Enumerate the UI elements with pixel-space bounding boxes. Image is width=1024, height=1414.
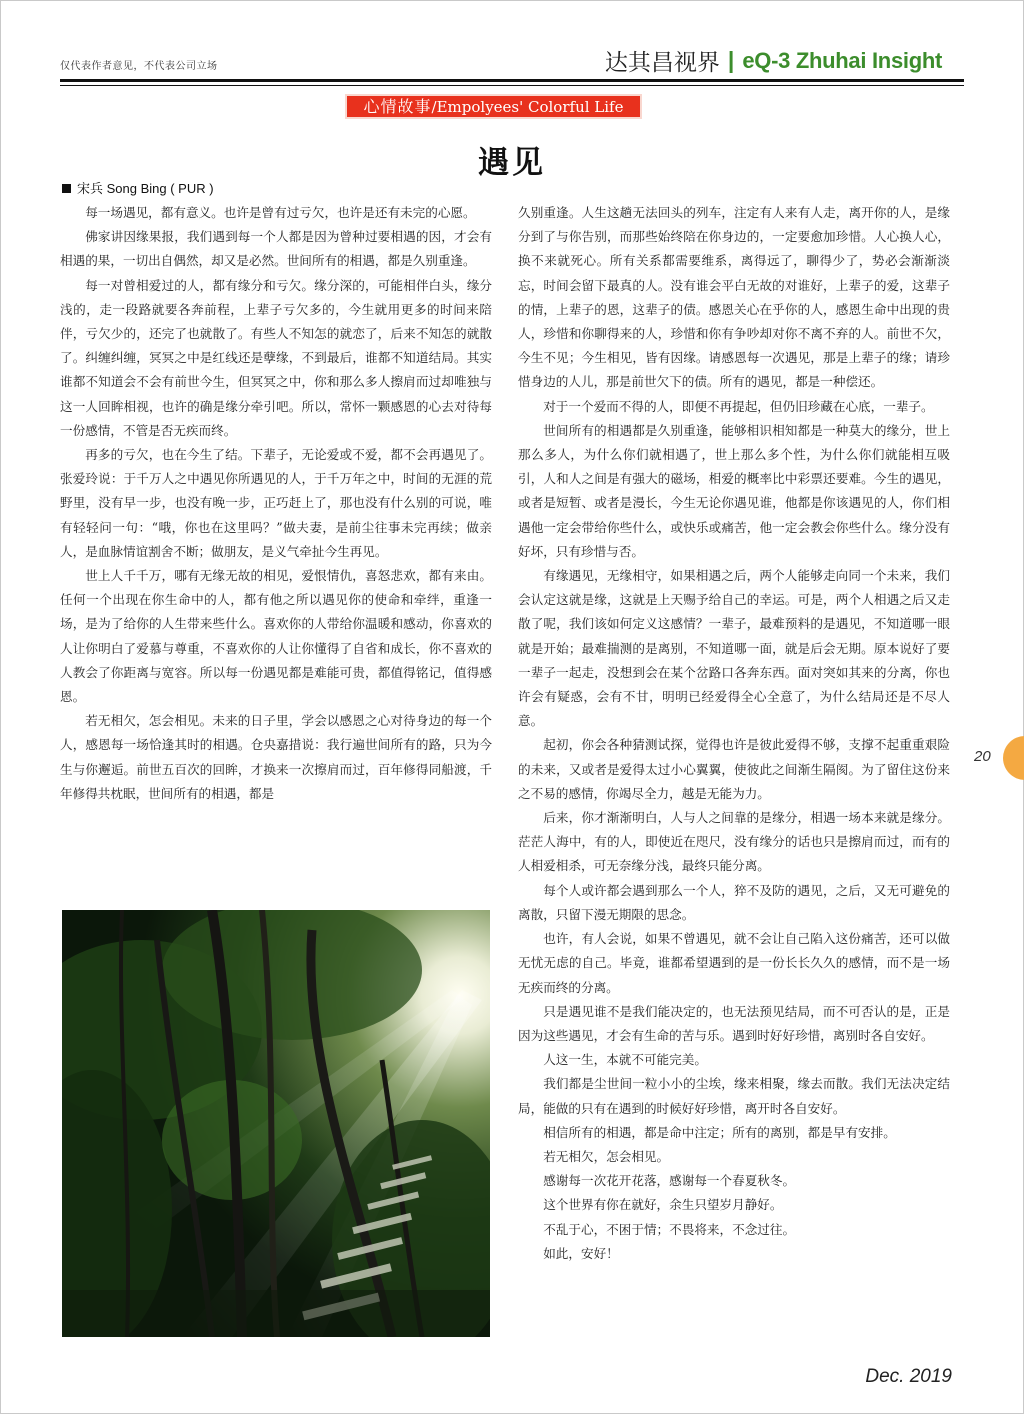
paragraph: 人这一生，本就不可能完美。 xyxy=(543,1052,707,1068)
article-column-right xyxy=(518,201,950,1266)
paragraph: 世上人千千万，哪有无缘无故的相见，爱恨情仇，喜怒悲欢，都有来由。任何一个出现在你生命中的人，都有他之所以遇见你的使命和牵绊，重逢一场，是为了给你的人生带来些什么。喜欢你的人带给你温暖和感动，你喜欢的人让你明白了爱慕与尊重，不喜欢你的人让你懂得了自省和成长，你不喜欢的人教会了你距离与宽容。所以每一份遇见都是难能可贵，都值得铭记，值得感恩。 xyxy=(60,568,492,705)
section-banner xyxy=(345,94,642,119)
section-banner-zh: 心情故事 xyxy=(363,97,432,116)
paragraph: 这个世界有你在就好，余生只望岁月静好。 xyxy=(543,1197,783,1213)
disclaimer: 仅代表作者意见，不代表公司立场 xyxy=(60,61,218,72)
author-byline xyxy=(62,178,214,197)
paragraph: 每一对曾相爱过的人，都有缘分和亏欠。缘分深的，可能相伴白头，缘分浅的，走一段路就要各奔前程，上辈子亏欠多的，今生就用更多的时间来陪伴，亏欠少的，还完了也就散了。有些人不知怎的就恋了，后来不知怎的就散了。纠缠纠缠，冥冥之中是红线还是孽缘，不到最后，谁都不知道结局。其实谁都不知道会不会有前世今生，但冥冥之中，你和那么多人擦肩而过却唯独与这一人回眸相视，也许的确是缘分牵引吧。所以，常怀一颗感恩的心去对待每一份感情，不管是否无疾而终。 xyxy=(60,277,492,438)
page-number: 20 xyxy=(974,748,991,765)
brand-english: eQ-3 Zhuhai Insight xyxy=(742,47,942,73)
brand-chinese: 达其昌视界 xyxy=(604,50,720,76)
paragraph: 我们都是尘世间一粒小小的尘埃，缘来相聚，缘去而散。我们无法决定结局，能做的只有在遇到的时候好好珍惜，离开时各自安好。 xyxy=(518,1076,950,1116)
paragraph: 佛家讲因缘果报，我们遇到每一个人都是因为曾种过要相遇的因，才会有相遇的果，一切出自偶然，却又是必然。世间所有的相遇，都是久别重逢。 xyxy=(60,229,492,269)
paragraph: 对于一个爱而不得的人，即便不再提起，但仍旧珍藏在心底，一辈子。 xyxy=(543,398,934,414)
article-column-left xyxy=(60,201,492,806)
paragraph: 只是遇见谁不是我们能决定的，也无法预见结局，而不可否认的是，正是因为这些遇见，才会有生命的苦与乐。遇到时好好珍惜，离别时各自安好。 xyxy=(518,1003,950,1043)
paragraph: 再多的亏欠，也在今生了结。下辈子，无论爱或不爱，都不会再遇见了。张爱玲说：于千万人之中遇见你所遇见的人，于千万年之中，时间的无涯的荒野里，没有早一步，也没有晚一步，正巧赶上了，那也没有什么别的可说，唯有轻轻问一句：“哦，你也在这里吗？”做夫妻，是前尘往事未完再续；做亲人，是血脉情谊割舍不断；做朋友，是义气牵扯今生再见。 xyxy=(60,447,492,559)
brand-separator: | xyxy=(727,47,735,73)
author-name: 宋兵 Song Bing ( PUR ) xyxy=(77,181,214,196)
paragraph: 有缘遇见，无缘相守，如果相遇之后，两个人能够走向同一个未来，我们会认定这就是缘，这就是上天赐予给自己的幸运。可是，两个人相遇之后又走散了呢，我们该如何定义这感情？一辈子，最难预料的是遇见，不知道哪一眼就是开始；最难揣测的是离别，不知道哪一面，就是后会无期。原本说好了要一辈子一起走，没想到会在某个岔路口各奔东西。面对突如其来的分离，你也许会有疑惑，会有不甘，明明已经爱得全心全意了，为什么结局还是不尽人意。 xyxy=(518,568,950,729)
square-bullet-icon xyxy=(62,184,71,193)
paragraph: 若无相欠，怎会相见。 xyxy=(543,1148,670,1164)
paragraph: 感谢每一次花开花落，感谢每一个春夏秋冬。 xyxy=(543,1173,796,1189)
article-title: 遇见 xyxy=(478,145,546,181)
section-banner-en: /Empolyees' Colorful Life xyxy=(431,98,624,116)
paragraph: 不乱于心，不困于情；不畏将来，不念过往。 xyxy=(543,1221,796,1237)
paragraph: 后来，你才渐渐明白，人与人之间靠的是缘分，相遇一场本来就是缘分。茫茫人海中，有的人，即使近在咫尺，没有缘分的话也只是擦肩而过，而有的人相爱相杀，可无奈缘分浅，最终只能分离。 xyxy=(518,810,950,874)
paragraph: 每一场遇见，都有意义。也许是曾有过亏欠，也许是还有未完的心愿。 xyxy=(85,205,476,220)
forest-photo xyxy=(62,910,490,1337)
header-rule-thick xyxy=(60,79,964,82)
paragraph: 世间所有的相遇都是久别重逢，能够相识相知都是一种莫大的缘分，世上那么多人，为什么你们就相遇了，世上那么多个性，为什么你们就能相互吸引，人和人之间是有强大的磁场，相爱的概率比中彩票还要难。今生的遇见，或者是短暂、或者是漫长，今生无论你遇见谁，他都是你该遇见的人，你们相遇他一定会带给你些什么，或快乐或痛苦，他一定会教会你些什么。缘分没有好坏，只有珍惜与否。 xyxy=(518,422,950,559)
header-rule-thin xyxy=(60,85,964,86)
paragraph: 每个人或许都会遇到那么一个人，猝不及防的遇见，之后，又无可避免的离散，只留下漫无期限的思念。 xyxy=(518,882,950,922)
paragraph: 也许，有人会说，如果不曾遇见，就不会让自己陷入这份痛苦，还可以做无忧无虑的自己。毕竟，谁都希望遇到的是一份长长久久的感情，而不是一场无疾而终的分离。 xyxy=(518,931,950,995)
issue-date: Dec. 2019 xyxy=(865,1366,952,1387)
paragraph: 如此，安好！ xyxy=(543,1245,619,1261)
paragraph: 若无相欠，怎会相见。未来的日子里，学会以感恩之心对待身边的每一个人，感恩每一场恰逢其时的相遇。仓央嘉措说：我行遍世间所有的路，只为今生与你邂逅。前世五百次的回眸，才换来一次擦肩而过，百年修得同船渡，千年修得共枕眠，世间所有的相遇，都是 xyxy=(60,713,492,801)
paragraph: 起初，你会各种猜测试探，觉得也许是彼此爱得不够，支撑不起重重艰险的未来，又或者是爱得太过小心翼翼，使彼此之间渐生隔阂。为了留住这份来之不易的感情，你竭尽全力，越是无能为力。 xyxy=(518,737,950,801)
paragraph: 相信所有的相遇，都是命中注定；所有的离别，都是早有安排。 xyxy=(543,1124,896,1140)
magazine-brand xyxy=(605,44,942,77)
paragraph: 久别重逢。人生这趟无法回头的列车，注定有人来有人走，离开你的人，是缘分到了与你告别，而那些始终陪在你身边的，一定要愈加珍惜。人心换人心，换不来就死心。所有关系都需要维系，离得远了，聊得少了，势必会渐渐淡忘，时间会留下最真的人。没有谁会平白无故的对谁好，上辈子的爱，这辈子的情，上辈子的恩，这辈子的债。感恩关心在乎你的人，感恩生命中出现的贵人，珍惜和你聊得来的人，珍惜和你有争吵却对你不离不弃的人。前世不欠，今生不见；今生相见，皆有因缘。请感恩每一次遇见，那是上辈子的缘；请珍惜身边的人儿，那是前世欠下的债。所有的遇见，都是一种偿还。 xyxy=(518,205,950,390)
